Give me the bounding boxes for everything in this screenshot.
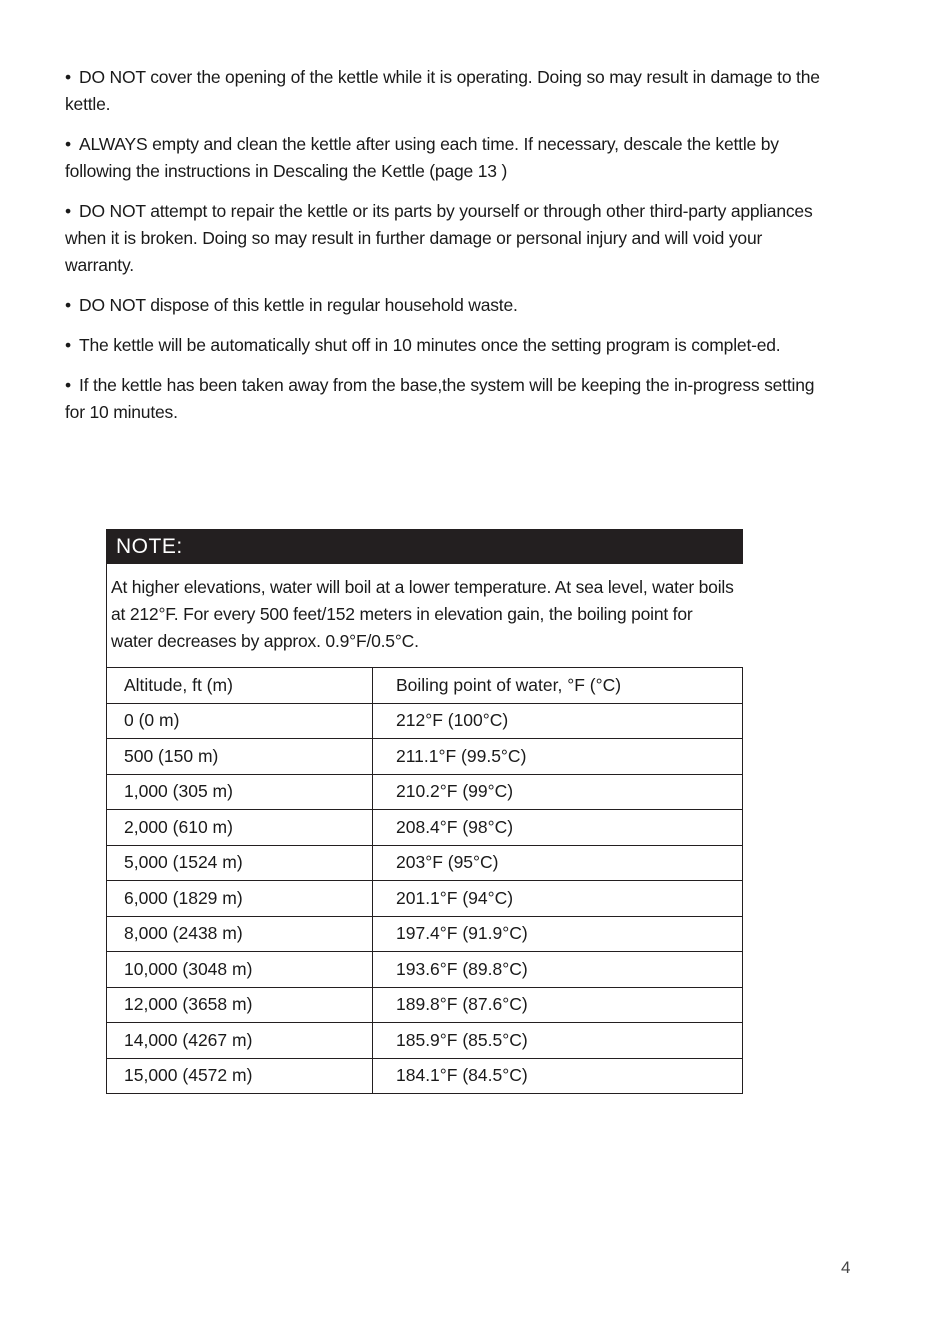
page-number: 4 (841, 1258, 851, 1277)
boiling-point-cell: 211.1°F (99.5°C) (373, 739, 743, 775)
note-title: NOTE: (106, 529, 743, 564)
table-row (107, 810, 743, 846)
altitude-cell: 1,000 (305 m) (107, 774, 373, 810)
bullet-marker: • (65, 67, 71, 87)
bullet-marker: • (65, 375, 71, 395)
altitude-cell: 5,000 (1524 m) (107, 845, 373, 881)
table-row (107, 1023, 743, 1059)
boiling-point-column-header: Boiling point of water, °F (°C) (373, 668, 743, 704)
boiling-point-cell: 203°F (95°C) (373, 845, 743, 881)
altitude-column-header: Altitude, ft (m) (107, 668, 373, 704)
bullet-text: ALWAYS empty and clean the kettle after using each time. If necessary, descale the kettle by following the instructions in Descaling the Kettle (page 13 ) (65, 134, 779, 181)
bullet-text: DO NOT attempt to repair the kettle or its parts by yourself or through other third-party appliances when it is broken. Doing so may result in further damage or personal injury and will void your warranty. (65, 201, 813, 275)
bullet-marker: • (65, 134, 71, 154)
boiling-point-cell: 189.8°F (87.6°C) (373, 987, 743, 1023)
safety-bullet-list (65, 64, 825, 439)
altitude-cell: 6,000 (1829 m) (107, 881, 373, 917)
bullet-item (65, 64, 825, 118)
table-row (107, 916, 743, 952)
bullet-item (65, 372, 825, 426)
bullet-text: The kettle will be automatically shut off in 10 minutes once the setting program is complet-ed. (79, 335, 781, 355)
table-header-row (107, 668, 743, 704)
altitude-cell: 500 (150 m) (107, 739, 373, 775)
altitude-cell: 15,000 (4572 m) (107, 1058, 373, 1094)
altitude-cell: 2,000 (610 m) (107, 810, 373, 846)
note-box (106, 529, 743, 1094)
bullet-marker: • (65, 201, 71, 221)
bullet-item (65, 198, 825, 279)
bullet-marker: • (65, 335, 71, 355)
boiling-point-cell: 185.9°F (85.5°C) (373, 1023, 743, 1059)
altitude-cell: 12,000 (3658 m) (107, 987, 373, 1023)
boiling-point-cell: 201.1°F (94°C) (373, 881, 743, 917)
boiling-point-cell: 197.4°F (91.9°C) (373, 916, 743, 952)
boiling-point-cell: 184.1°F (84.5°C) (373, 1058, 743, 1094)
bullet-item (65, 292, 825, 319)
altitude-cell: 0 (0 m) (107, 703, 373, 739)
table-row (107, 987, 743, 1023)
table-row (107, 881, 743, 917)
bullet-marker: • (65, 295, 71, 315)
bullet-text: DO NOT dispose of this kettle in regular household waste. (79, 295, 518, 315)
boiling-point-cell: 210.2°F (99°C) (373, 774, 743, 810)
altitude-cell: 10,000 (3048 m) (107, 952, 373, 988)
boiling-point-table (106, 667, 743, 1094)
altitude-cell: 8,000 (2438 m) (107, 916, 373, 952)
table-row (107, 703, 743, 739)
boiling-point-cell: 208.4°F (98°C) (373, 810, 743, 846)
bullet-text: DO NOT cover the opening of the kettle while it is operating. Doing so may result in damage to the kettle. (65, 67, 820, 114)
bullet-item (65, 131, 825, 185)
boiling-point-cell: 212°F (100°C) (373, 703, 743, 739)
bullet-text: If the kettle has been taken away from the base,the system will be keeping the in-progress setting for 10 minutes. (65, 375, 815, 422)
table-row (107, 845, 743, 881)
table-row (107, 739, 743, 775)
bullet-item (65, 332, 825, 359)
table-row (107, 952, 743, 988)
table-row (107, 774, 743, 810)
note-text: At higher elevations, water will boil at a lower temperature. At sea level, water boils at 212°F. For every 500 feet/152 meters in elevation gain, the boiling point for water decreases by approx. 0.9°F/0.5°C. (106, 564, 743, 667)
boiling-point-cell: 193.6°F (89.8°C) (373, 952, 743, 988)
altitude-cell: 14,000 (4267 m) (107, 1023, 373, 1059)
table-row (107, 1058, 743, 1094)
